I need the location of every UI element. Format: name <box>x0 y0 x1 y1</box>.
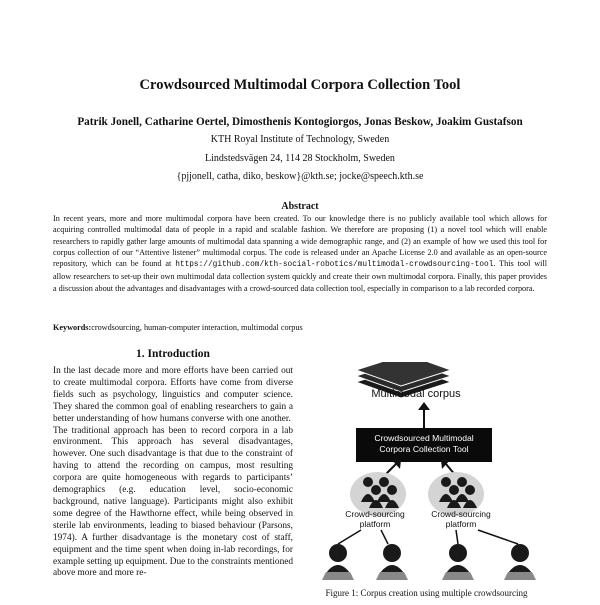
worker-icon-1 <box>322 544 354 580</box>
platform-left-line-1: Crowd-sourcing <box>345 509 405 519</box>
figure-caption: Figure 1: Corpus creation using multiple crowdsourcing <box>325 588 528 598</box>
abstract-text-start: In recent years, more and more multimodal corpora have been created. To our knowledge there is no publicly available tool which allows for acquiring controlled multimodal data of people in a rapid and scalable fashion. We therefore are proposing (1) a novel tool which will enable researchers to rapidly gather large amounts of multimodal data spanning a wide demographic range, and (2) an example of how we used this tool for corpus collection of our “Attentive listener” multimodal corpus. The code is released under an Apache License 2.0 and available as an open-source repository, which can be found at <box>53 214 547 269</box>
introduction-text <box>53 366 293 580</box>
keywords-label: Keywords: <box>53 323 92 332</box>
author-list: Patrik Jonell, Catharine Oertel, Dimosthenis Kontogiorgos, Jonas Beskow, Joakim Gustafson <box>77 116 523 128</box>
platform-label-left <box>330 509 420 529</box>
platform-right-line-1: Crowd-sourcing <box>431 509 491 519</box>
paper-title: Crowdsourced Multimodal Corpora Collection Tool <box>139 77 461 93</box>
keywords <box>53 323 547 332</box>
tool-label-line-1: Crowdsourced Multimodal <box>374 433 474 443</box>
intro-paragraph-1: In the last decade more and more efforts have been carried out to create multimodal corpora. Efforts have come from diverse fields such as psychology, linguistics and computer science. They shared the common goal of enabling researchers to gain a better understanding of how humans converse with one another. <box>53 366 293 424</box>
collection-tool-label <box>356 433 492 455</box>
section-heading-introduction: 1. Introduction <box>136 348 210 360</box>
intro-paragraph-2: The traditional approach has been to record corpora in a lab environment. This approach has several disadvantages, however. One such disadvantage is that due to the constraint of having to attend the recording on campus, most resulting corpora are quite homogeneous with regards to participants’ demographics (e.g. education level, socio-economic background, native language). Participants might also exhibit some degree of the Hawthorne effect, while being observed in sterile lab environments, leading to biased behaviour (Parsons, 1974). A further disadvantage is the monetary cost of staff, equipment and the time spent when doing in-lab recordings, for example setting up equipment. Due to the constraints mentioned above more and more re- <box>53 425 293 579</box>
keywords-text: crowdsourcing, human-computer interaction, multimodal corpus <box>91 323 303 332</box>
corpus-label: Multimodal corpus <box>371 388 461 400</box>
worker-icon-4 <box>504 544 536 580</box>
abstract-heading: Abstract <box>281 201 319 212</box>
platform-right-line-2: platform <box>445 519 477 529</box>
platform-left-line-2: platform <box>359 519 391 529</box>
address: Lindstedsvägen 24, 114 28 Stockholm, Sweden <box>205 153 395 164</box>
platform-label-right <box>416 509 506 529</box>
arrow-to-corpus-head <box>418 402 430 410</box>
worker-connections <box>338 530 518 544</box>
email-list: {pjjonell, catha, diko, beskow}@kth.se; jocke@speech.kth.se <box>176 171 424 182</box>
abstract-text-end: . This tool will allow researchers to set-up their own multimodal data collection system quickly and create their own multimodal corpora. Finally, this paper provides a discussion about the advantages and disadvantages with a crowd-sourced data collection tool, especially in comparison to a lab recorded corpora. <box>53 259 548 293</box>
worker-icon-2 <box>376 544 408 580</box>
affiliation: KTH Royal Institute of Technology, Sweden <box>210 134 390 145</box>
repository-link[interactable]: https://github.com/kth-social-robotics/multimodal-crowdsourcing-tool <box>175 261 494 270</box>
abstract-body <box>53 213 547 294</box>
tool-label-line-2: Corpora Collection Tool <box>379 444 469 454</box>
worker-icon-3 <box>442 544 474 580</box>
figure-1 <box>306 362 547 600</box>
